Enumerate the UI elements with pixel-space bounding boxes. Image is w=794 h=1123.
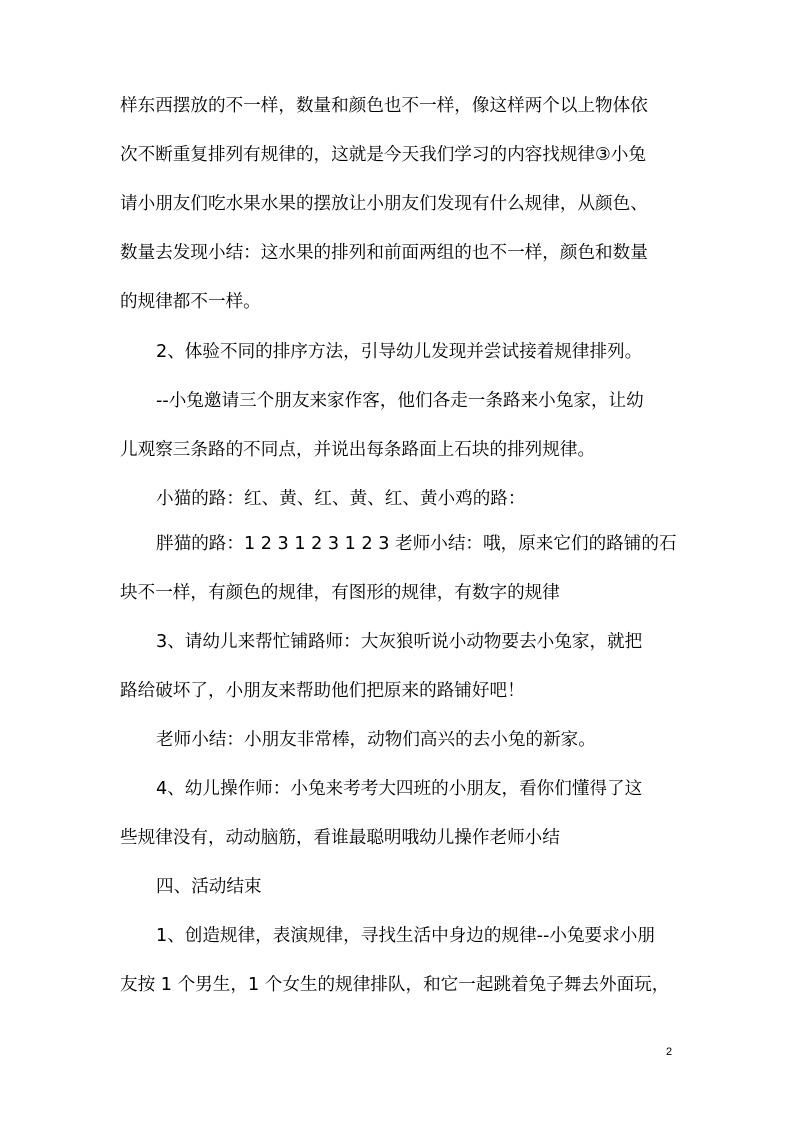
text-line: 的规律都不一样。 [120,292,261,312]
section-heading: 1、创造规律，表演规律，寻找生活中身边的规律--小兔要求小朋 [156,926,655,946]
section-heading: 3、请幼儿来帮忙铺路师：大灰狼听说小动物要去小兔家，就把 [156,632,643,652]
section-heading: 四、活动结束 [156,877,262,897]
text-line: 胖猫的路：1 2 3 1 2 3 1 2 3 老师小结：哦，原来它们的路铺的石 [156,534,677,554]
text-line: 数量去发现小结：这水果的排列和前面两组的也不一样，颜色和数量 [120,243,648,263]
text-line: 请小朋友们吃水果水果的摆放让小朋友们发现有什么规律，从颜色、 [120,194,648,214]
text-line: 路给破坏了，小朋友来帮助他们把原来的路铺好吧！ [120,681,525,701]
text-line: 块不一样，有颜色的规律，有图形的规律，有数字的规律 [120,583,560,603]
text-line: 老师小结：小朋友非常棒，动物们高兴的去小兔的新家。 [156,730,596,750]
text-line: --小兔邀请三个朋友来家作客，他们各走一条路来小兔家，让幼 [156,391,644,411]
text-line: 次不断重复排列有规律的，这就是今天我们学习的内容找规律③小兔 [120,145,646,165]
section-heading: 4、幼儿操作师：小兔来考考大四班的小朋友，看你们懂得了这 [156,779,643,799]
text-line: 儿观察三条路的不同点，并说出每条路面上石块的排列规律。 [120,440,596,460]
text-line: 样东西摆放的不一样，数量和颜色也不一样，像这样两个以上物体依 [120,96,648,116]
page-number: 2 [666,1046,673,1058]
text-line: 些规律没有，动动脑筋，看谁最聪明哦幼儿操作老师小结 [120,828,560,848]
text-line: 友按 1 个男生，1 个女生的规律排队，和它一起跳着兔子舞去外面玩， [120,975,670,995]
text-line: 小猫的路：红、黄、红、黄、红、黄小鸡的路： [156,489,526,509]
section-heading: 2、体验不同的排序方法，引导幼儿发现并尝试接着规律排列。 [156,342,643,362]
